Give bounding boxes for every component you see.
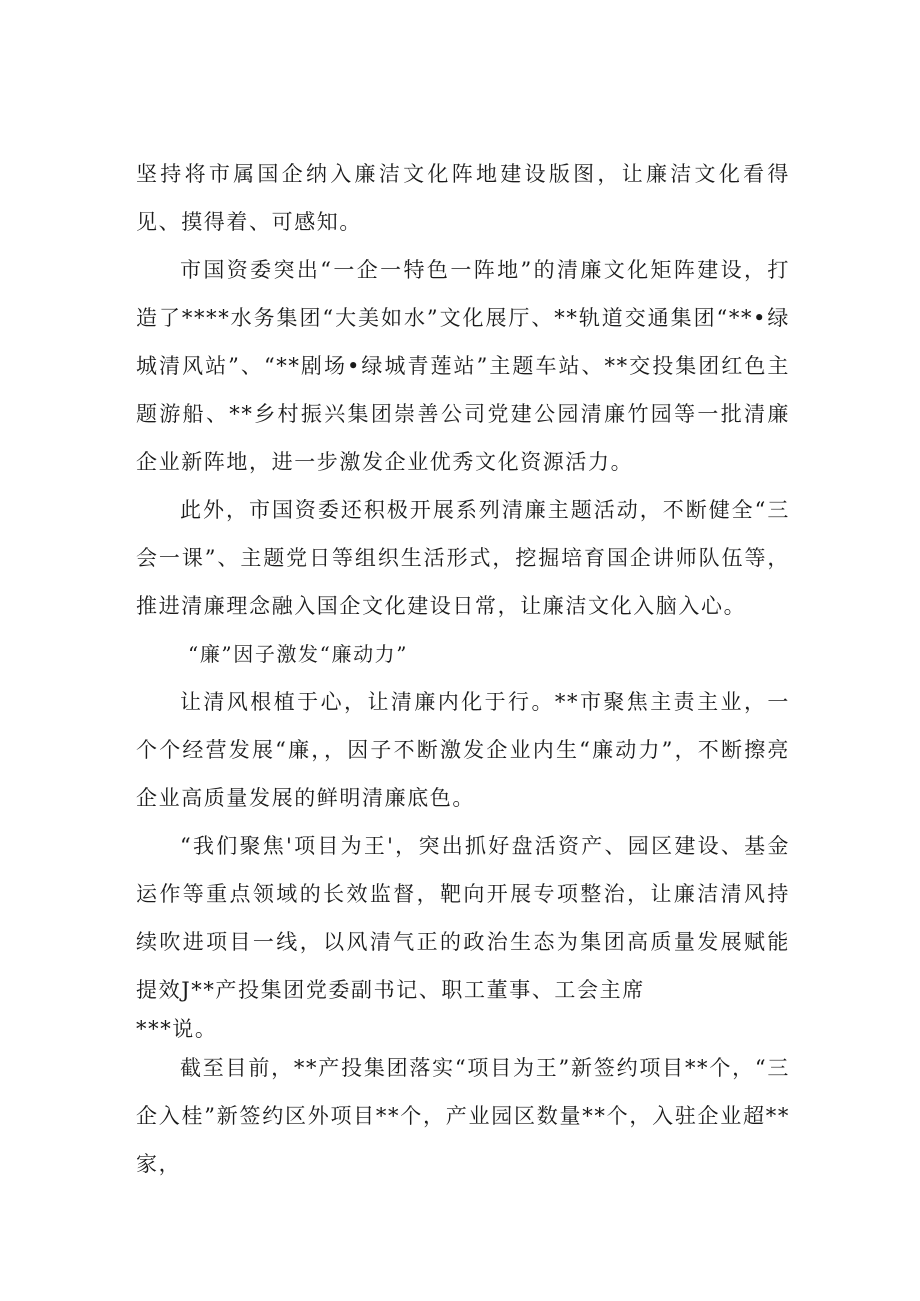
section-heading: “廉”因子激发“廉动力” xyxy=(188,642,409,666)
paragraph-7: ***说。 xyxy=(136,1017,218,1041)
paragraph-8: 截至目前，**产投集团落实“项目为王”新签约项目**个，“三企入桂”新签约区外项目**个，产业园区数量**个，入驻企业超**家， xyxy=(136,1056,790,1176)
paragraph-6: “我们聚焦'项目为王'，突出抓好盘活资产、园区建设、基金运作等重点领域的长效监督，靶向开展专项整治，让廉洁清风持续吹进项目一线，以风清气正的政治生态为集团高质量发展赋能提效J**产投集团党委副书记、职工董事、工会主席 xyxy=(136,834,790,1002)
paragraph-2: 市国资委突出“一企一特色一阵地”的清廉文化矩阵建设，打造了****水务集团“大美如水”文化展厅、**轨道交通集团“**•绿城清风站”、“**剧场•绿城青莲站”主题车站、**交投集团红色主题游船、**乡村振兴集团崇善公司党建公园清廉竹园等一批清廉企业新阵地，进一步激发企业优秀文化资源活力。 xyxy=(136,258,790,474)
paragraph-3: 此外，市国资委还积极开展系列清廉主题活动，不断健全“三会一课”、主题党日等组织生活形式，挖掘培育国企讲师队伍等，推进清廉理念融入国企文化建设日常，让廉洁文化入脑入心。 xyxy=(136,498,790,618)
document-body xyxy=(136,150,790,1188)
paragraph-5: 让清风根植于心，让清廉内化于行。**市聚焦主责主业，一个个经营发展“廉，，因子不断激发企业内生“廉动力”，不断擦亮企业高质量发展的鲜明清廉底色。 xyxy=(136,690,790,810)
paragraph-1: 坚持将市属国企纳入廉洁文化阵地建设版图，让廉洁文化看得见、摸得着、可感知。 xyxy=(136,162,790,234)
